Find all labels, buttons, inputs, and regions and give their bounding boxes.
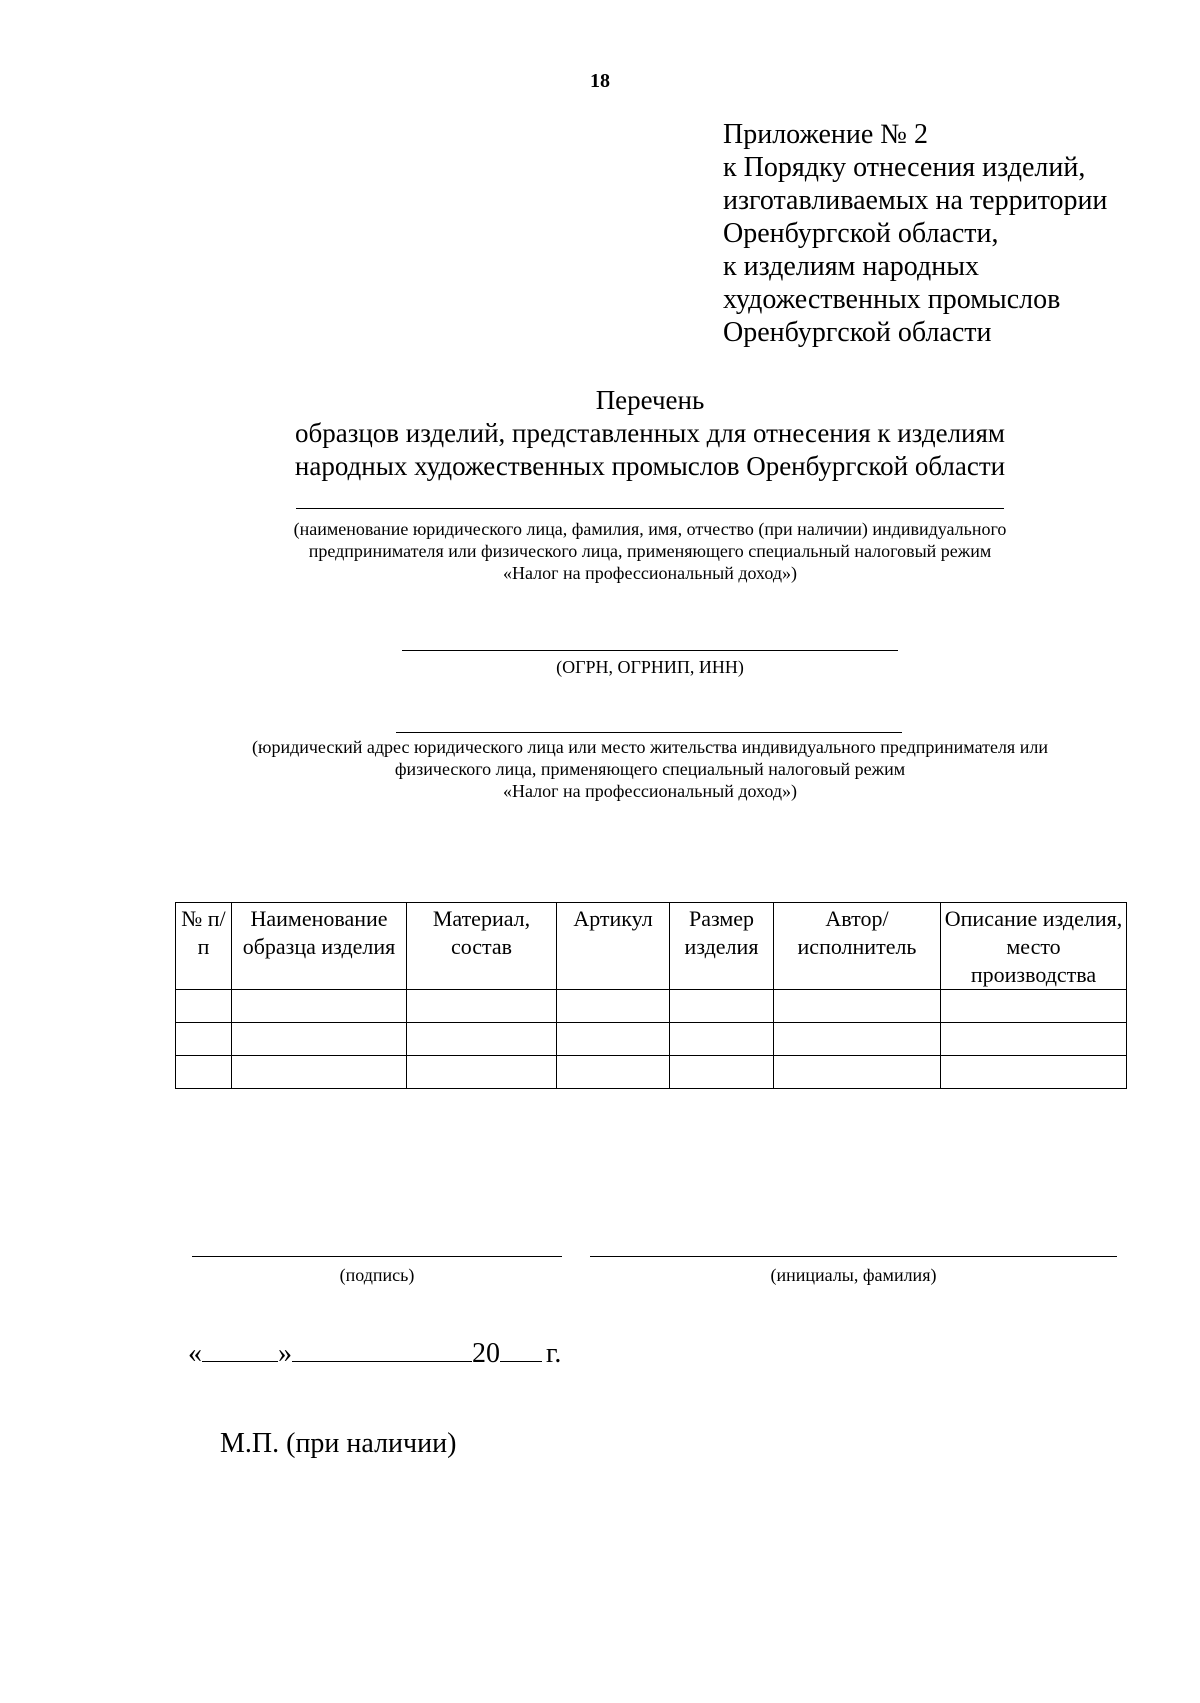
- name-caption: (инициалы, фамилия): [770, 1265, 937, 1285]
- table-cell[interactable]: [232, 1056, 407, 1089]
- name-field[interactable]: [590, 1256, 1117, 1257]
- column-header: № п/п: [176, 903, 232, 990]
- table-row: [176, 990, 1127, 1023]
- date-year-prefix: 20: [472, 1338, 500, 1369]
- date-open-quote: «: [188, 1338, 202, 1369]
- appendix-line: к Порядку отнесения изделий,: [723, 152, 1086, 183]
- table-cell[interactable]: [407, 1023, 557, 1056]
- appendix-line: Оренбургской области: [723, 317, 992, 348]
- table-cell[interactable]: [670, 990, 774, 1023]
- table-cell[interactable]: [557, 1056, 670, 1089]
- title-line: народных художественных промыслов Оренбургской области: [294, 451, 1006, 481]
- stamp-label: М.П. (при наличии): [220, 1428, 457, 1459]
- table-cell[interactable]: [670, 1023, 774, 1056]
- table-cell[interactable]: [232, 990, 407, 1023]
- table-cell[interactable]: [774, 1056, 941, 1089]
- table-cell[interactable]: [176, 990, 232, 1023]
- document-title: [0, 384, 1200, 483]
- caption-line: (наименование юридического лица, фамилия, имя, отчество (при наличии) индивидуального: [293, 519, 1007, 539]
- signature-field[interactable]: [192, 1256, 562, 1257]
- column-header: Размер изделия: [670, 903, 774, 990]
- entity-name-field[interactable]: [296, 508, 1004, 509]
- address-field[interactable]: [396, 732, 902, 733]
- table-cell[interactable]: [407, 1056, 557, 1089]
- table-row: [176, 1056, 1127, 1089]
- column-header: Автор/ исполнитель: [774, 903, 941, 990]
- table-cell[interactable]: [941, 1023, 1127, 1056]
- table-header-row: [176, 903, 1127, 990]
- table-row: [176, 1023, 1127, 1056]
- ids-field[interactable]: [402, 650, 898, 651]
- caption-line: «Налог на профессиональный доход»): [503, 563, 797, 583]
- date-year-field[interactable]: [500, 1333, 542, 1362]
- column-header: Наименование образца изделия: [232, 903, 407, 990]
- appendix-line: художественных промыслов: [723, 284, 1061, 315]
- table-cell[interactable]: [774, 990, 941, 1023]
- table-cell[interactable]: [774, 1023, 941, 1056]
- table-cell[interactable]: [232, 1023, 407, 1056]
- address-caption: [0, 736, 1200, 802]
- date-day-field[interactable]: [202, 1333, 278, 1362]
- date-close-quote: »: [278, 1338, 292, 1369]
- table-cell[interactable]: [557, 1023, 670, 1056]
- appendix-line: Оренбургской области,: [723, 218, 999, 249]
- caption-line: физического лица, применяющего специальный налоговый режим: [394, 759, 906, 779]
- date-month-field[interactable]: [292, 1333, 472, 1362]
- title-heading: Перечень: [595, 385, 705, 415]
- appendix-line: Приложение № 2: [723, 119, 928, 150]
- title-line: образцов изделий, представленных для отнесения к изделиям: [294, 418, 1006, 448]
- caption-line: (юридический адрес юридического лица или место жительства индивидуального предпринимателя или: [252, 737, 1048, 757]
- table-cell[interactable]: [176, 1023, 232, 1056]
- samples-table: [175, 902, 1127, 1089]
- table-cell[interactable]: [941, 1056, 1127, 1089]
- date-line: [188, 1333, 561, 1370]
- table-cell[interactable]: [557, 990, 670, 1023]
- column-header: Артикул: [557, 903, 670, 990]
- date-year-suffix: г.: [546, 1338, 562, 1369]
- table-cell[interactable]: [407, 990, 557, 1023]
- appendix-line: изготавливаемых на территории: [723, 185, 1108, 216]
- table-cell[interactable]: [941, 990, 1127, 1023]
- entity-name-caption: [0, 518, 1200, 584]
- ids-caption: (ОГРН, ОГРНИП, ИНН): [556, 657, 744, 677]
- appendix-reference: [723, 118, 1107, 349]
- page-number: 18: [590, 70, 610, 92]
- table-cell[interactable]: [670, 1056, 774, 1089]
- signature-caption: (подпись): [339, 1265, 415, 1285]
- column-header: Описание изделия, место производства: [941, 903, 1127, 990]
- appendix-line: к изделиям народных: [723, 251, 980, 282]
- column-header: Материал, состав: [407, 903, 557, 990]
- caption-line: предпринимателя или физического лица, применяющего специальный налоговый режим: [308, 541, 992, 561]
- caption-line: «Налог на профессиональный доход»): [503, 781, 797, 801]
- table-cell[interactable]: [176, 1056, 232, 1089]
